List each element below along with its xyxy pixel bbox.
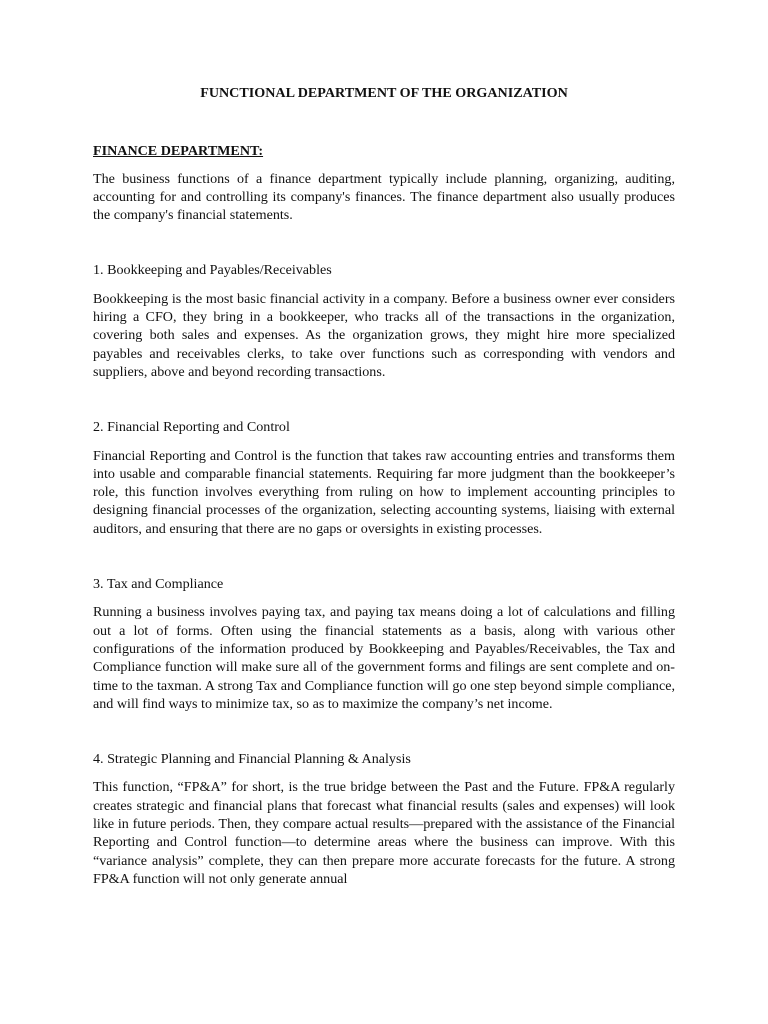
section-heading-reporting: 2. Financial Reporting and Control (93, 419, 290, 436)
section-body-fpa: This function, “FP&A” for short, is the true bridge between the Past and the Future. FP&A regularly creates strategic and financial plans that forecast what financial results (sales and expenses) will look like in future periods. Then, they compare actual results—prepared with the assistance of the Financial Reporting and Control function—to determine areas where the business can improve. With this “variance analysis” complete, they can then prepare more accurate forecasts for the future. A strong FP&A function will not only generate annual (93, 779, 675, 887)
document-title: FUNCTIONAL DEPARTMENT OF THE ORGANIZATION (200, 85, 568, 101)
section-heading-fpa: 4. Strategic Planning and Financial Planning & Analysis (93, 751, 411, 768)
department-heading: FINANCE DEPARTMENT: (93, 143, 264, 160)
section-heading-tax: 3. Tax and Compliance (93, 576, 224, 593)
section-body-tax: Running a business involves paying tax, and paying tax means doing a lot of calculations and filling out a lot of forms. Often using the financial statements as a basis, along with various other configurations of the information produced by Bookkeeping and Payables/Receivables, the Tax and Compliance function will make sure all of the government forms and filings are sent complete and on-time to the taxman. A strong Tax and Compliance function will go one step beyond simple compliance, and will find ways to minimize tax, so as to maximize the company’s net income. (93, 604, 675, 712)
intro-paragraph: The business functions of a finance department typically include planning, organizing, auditing, accounting for and controlling its company's finances. The finance department also usually produces the company's financial statements. (93, 170, 675, 224)
section-body-bookkeeping: Bookkeeping is the most basic financial activity in a company. Before a business owner ever considers hiring a CFO, they bring in a bookkeeper, who tracks all of the transactions in the organization, covering both sales and expenses. As the organization grows, they might hire more specialized payables and receivables clerks, to take over functions such as corresponding with vendors and suppliers, above and beyond recording transactions. (93, 290, 675, 380)
section-body-reporting: Financial Reporting and Control is the function that takes raw accounting entries and transforms them into usable and comparable financial statements. Requiring far more judgment than the bookkeeper’s role, this function involves everything from ruling on how to implement accounting principles to designing financial processes of the organization, selecting accounting systems, liaising with external auditors, and ensuring that there are no gaps or oversights in existing processes. (93, 447, 675, 537)
document-page (93, 84, 675, 888)
section-heading-bookkeeping: 1. Bookkeeping and Payables/Receivables (93, 262, 332, 279)
